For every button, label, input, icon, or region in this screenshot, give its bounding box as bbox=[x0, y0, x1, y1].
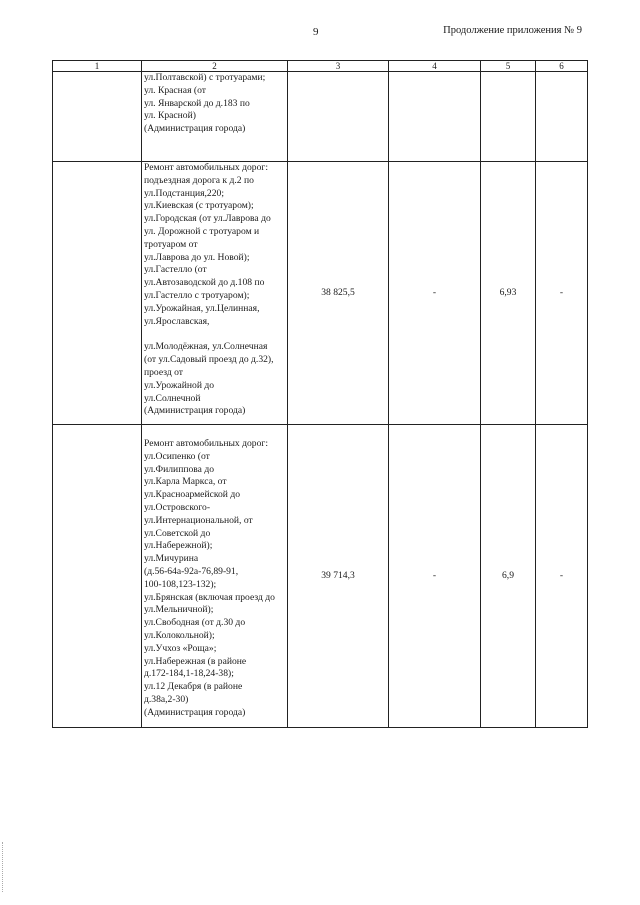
description-line: ул.Полтавской) с тротуарами; bbox=[144, 72, 266, 83]
description-line: ул.Гастелло с тротуаром); bbox=[144, 289, 250, 301]
description-line: д.38а,2-30) bbox=[144, 693, 189, 705]
amount-cell: 39 714,3 bbox=[288, 425, 389, 728]
column-number-row bbox=[53, 61, 588, 72]
column-5-cell: 6,93 bbox=[481, 162, 536, 425]
description-line: 100-108,123-132); bbox=[144, 578, 217, 590]
description-line: ул.Урожайной до bbox=[144, 379, 215, 391]
column-5-cell: 6,9 bbox=[481, 425, 536, 728]
description-line: (Администрация города) bbox=[144, 405, 246, 417]
description-cell bbox=[142, 72, 288, 162]
column-header: 4 bbox=[389, 61, 481, 72]
description-line: (от ул.Садовый проезд до д.32), bbox=[144, 354, 274, 366]
column-header: 1 bbox=[53, 61, 142, 72]
table-row bbox=[53, 72, 588, 162]
description-line: ул.Колокольной); bbox=[144, 629, 215, 641]
description-line: ул.Советской до bbox=[144, 527, 211, 539]
amount-cell: 38 825,5 bbox=[288, 162, 389, 425]
column-4-cell bbox=[389, 72, 481, 162]
description-line: ул.Набережная (в районе bbox=[144, 655, 247, 667]
column-4-cell: - bbox=[389, 162, 481, 425]
description-cell bbox=[142, 162, 288, 425]
description-line: (д.56-64а-92а-76,89-91, bbox=[144, 565, 239, 577]
scan-edge-marks bbox=[2, 842, 5, 892]
column-header: 5 bbox=[481, 61, 536, 72]
description-line: ул.Карла Маркса, от bbox=[144, 476, 227, 488]
description-line: ул. Красной) bbox=[144, 110, 196, 122]
description-line: ул.Осипенко (от bbox=[144, 450, 210, 462]
column-5-cell bbox=[481, 72, 536, 162]
description-line: ул.Городская (от ул.Лаврова до bbox=[144, 213, 271, 225]
column-6-cell: - bbox=[536, 425, 588, 728]
description-line: тротуаром от bbox=[144, 238, 198, 250]
description-line: ул.Солнечной bbox=[144, 392, 201, 404]
description-line: ул.Ярославская, bbox=[144, 315, 210, 327]
description-line: ул.Киевская (с тротуаром); bbox=[144, 200, 254, 212]
description-line: ул.Набережной); bbox=[144, 540, 213, 552]
description-line: ул. Дорожной с тротуаром и bbox=[144, 225, 260, 237]
description-line: (Администрация города) bbox=[144, 706, 246, 718]
page-number: 9 bbox=[313, 26, 319, 38]
column-4-cell: - bbox=[389, 425, 481, 728]
description-line: Ремонт автомобильных дорог: bbox=[144, 162, 268, 173]
description-line: ул.Урожайная, ул.Целинная, bbox=[144, 302, 260, 314]
row-number-cell bbox=[53, 72, 142, 162]
continuation-label: Продолжение приложения № 9 bbox=[443, 25, 582, 36]
description-cell bbox=[142, 425, 288, 728]
description-line: ул.Гастелло (от bbox=[144, 264, 207, 276]
table-row bbox=[53, 425, 588, 728]
column-6-cell: - bbox=[536, 162, 588, 425]
amount-cell bbox=[288, 72, 389, 162]
description-line: проезд от bbox=[144, 366, 183, 378]
row-number-cell bbox=[53, 162, 142, 425]
description-line: ул. Январской до д.183 по bbox=[144, 97, 250, 109]
description-line: (Администрация города) bbox=[144, 123, 246, 135]
row-number-cell bbox=[53, 425, 142, 728]
description-line: ул.Мичурина bbox=[144, 553, 199, 565]
description-line: ул.Красноармейской до bbox=[144, 489, 241, 501]
description-line: ул.Филиппова до bbox=[144, 463, 214, 475]
description-line: ул.Островского- bbox=[144, 501, 211, 513]
description-line: подъездная дорога к д.2 по bbox=[144, 174, 254, 186]
description-line: ул.Брянская (включая проезд до bbox=[144, 591, 275, 603]
description-line: Ремонт автомобильных дорог: bbox=[144, 438, 268, 449]
description-line: ул.Лаврова до ул. Новой); bbox=[144, 251, 250, 263]
column-header: 2 bbox=[142, 61, 288, 72]
description-line: ул.Подстанция,220; bbox=[144, 187, 224, 199]
description-line: д.172-184,1-18,24-38); bbox=[144, 668, 234, 680]
description-line bbox=[144, 425, 286, 438]
description-line: ул. Красная (от bbox=[144, 84, 206, 96]
description-line: ул.Автозаводской до д.108 по bbox=[144, 277, 265, 289]
description-line: ул.Свободная (от д.30 до bbox=[144, 617, 246, 629]
table-row bbox=[53, 162, 588, 425]
description-line: ул.Мельничной); bbox=[144, 604, 214, 616]
column-6-cell bbox=[536, 72, 588, 162]
description-line bbox=[144, 328, 286, 341]
column-header: 6 bbox=[536, 61, 588, 72]
description-line: ул.Учхоз «Роща»; bbox=[144, 642, 217, 654]
description-line: ул.Интернациональной, от bbox=[144, 514, 253, 526]
description-line: ул.12 Декабря (в районе bbox=[144, 681, 243, 693]
budget-table bbox=[52, 60, 588, 728]
column-header: 3 bbox=[288, 61, 389, 72]
description-line: ул.Молодёжная, ул.Солнечная bbox=[144, 341, 268, 353]
